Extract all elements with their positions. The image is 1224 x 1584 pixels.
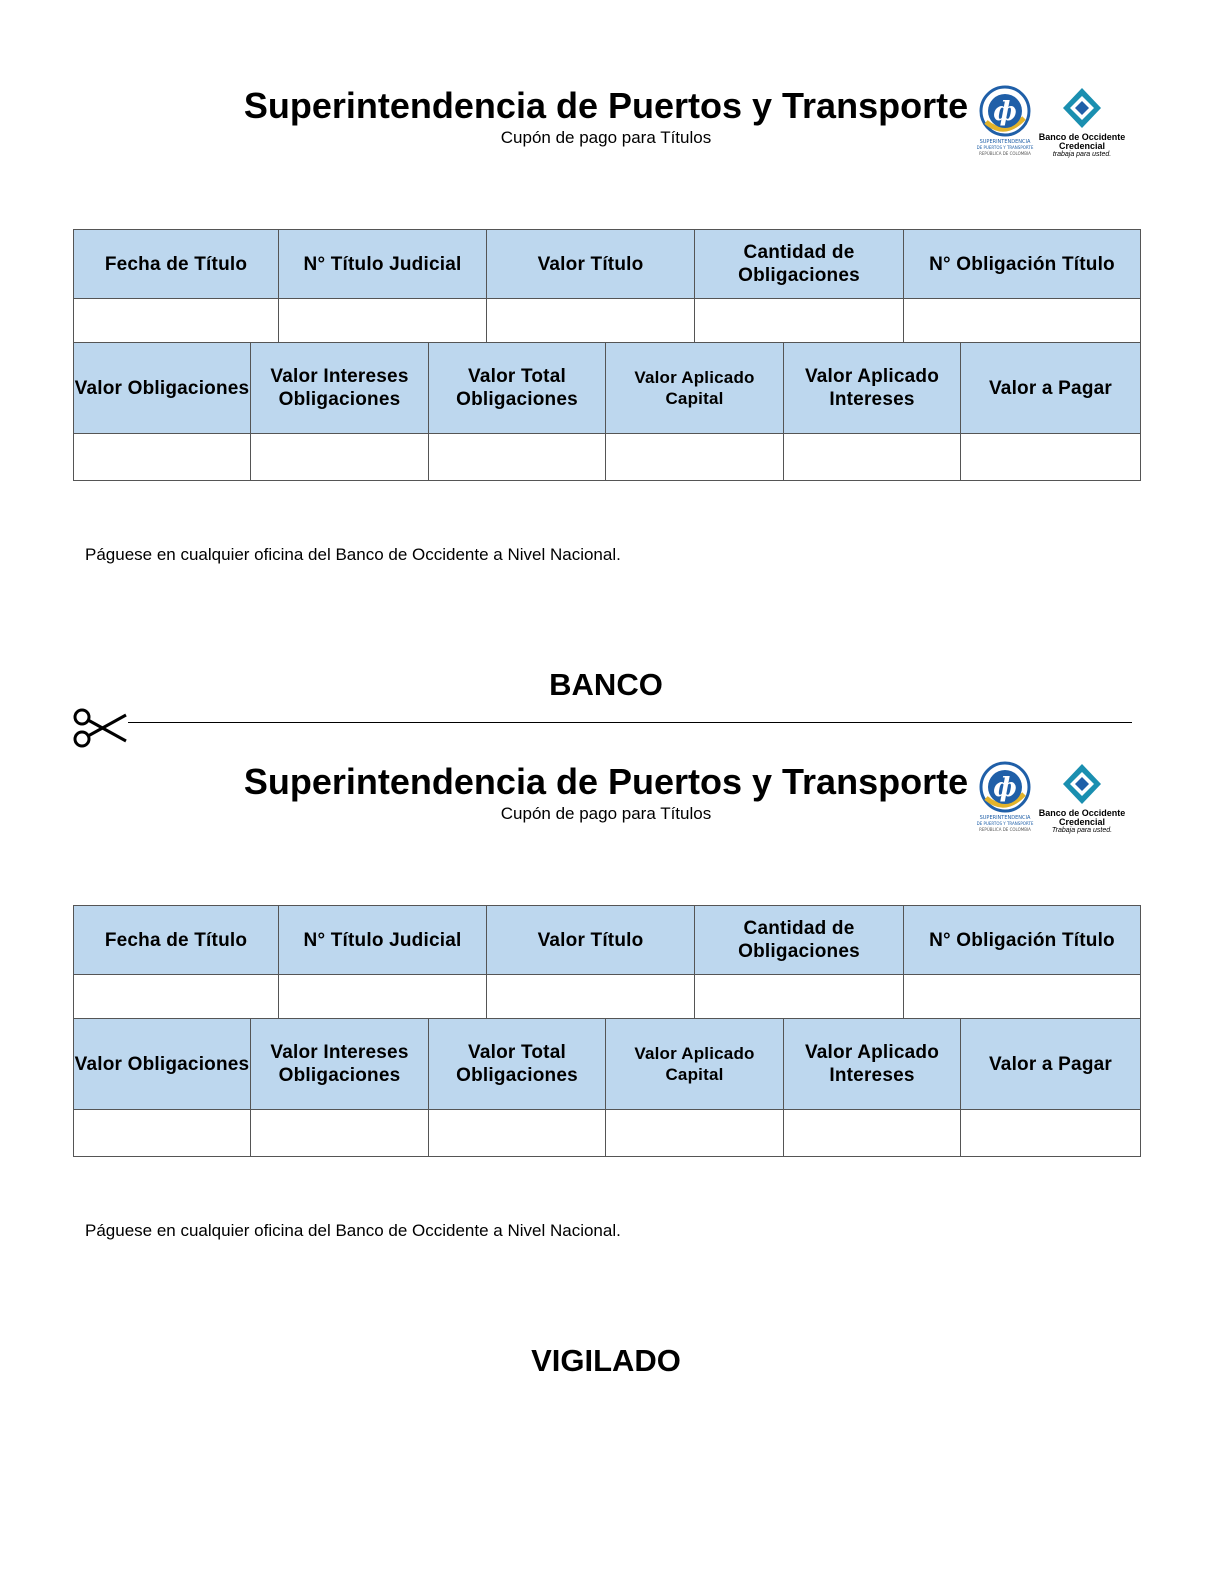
coupon-table-1 [73, 229, 1141, 343]
banco-occidente-logo [1034, 86, 1130, 162]
value-valor-aplicado-intereses[interactable] [784, 1110, 961, 1157]
bank-name: Banco de Occidente [1038, 808, 1126, 818]
value-valor-a-pagar[interactable] [961, 1110, 1141, 1157]
bank-name: Banco de Occidente [1038, 132, 1126, 142]
header-valor-total-obligaciones: Valor Total Obligaciones [429, 343, 606, 434]
value-valor-titulo[interactable] [487, 299, 695, 343]
value-valor-obligaciones[interactable] [74, 1110, 251, 1157]
coupon-title: Superintendencia de Puertos y Transporte [243, 761, 969, 802]
svg-text:ф: ф [993, 773, 1017, 803]
logo-st-text-2: DE PUERTOS Y TRANSPORTE [976, 145, 1034, 150]
header-valor-intereses-obligaciones: Valor Intereses Obligaciones [251, 1019, 429, 1110]
value-numero-obligacion-titulo[interactable] [904, 299, 1141, 343]
header-cantidad-obligaciones: Cantidad de Obligaciones [695, 906, 904, 975]
value-valor-titulo[interactable] [487, 975, 695, 1019]
banco-occidente-diamond-icon [1034, 86, 1130, 132]
header-cantidad-obligaciones: Cantidad de Obligaciones [695, 230, 904, 299]
coupon-2 [0, 676, 1224, 1236]
logo-st-text-1: SUPERINTENDENCIA [979, 139, 1031, 145]
value-valor-total-obligaciones[interactable] [429, 434, 606, 481]
header-fecha-titulo: Fecha de Título [74, 906, 279, 975]
value-valor-aplicado-intereses[interactable] [784, 434, 961, 481]
value-numero-titulo-judicial[interactable] [279, 299, 487, 343]
value-fecha-titulo[interactable] [74, 975, 279, 1019]
coupon-title: Superintendencia de Puertos y Transporte [243, 85, 969, 126]
coupon-table-2 [73, 1018, 1141, 1157]
header-valor-titulo: Valor Título [487, 906, 695, 975]
supertransporte-logo-icon [976, 760, 1034, 836]
logo-st-text-2: DE PUERTOS Y TRANSPORTE [976, 821, 1034, 826]
value-valor-total-obligaciones[interactable] [429, 1110, 606, 1157]
banco-occidente-logo [1034, 762, 1130, 838]
bank-sub: Credencial [1058, 817, 1106, 827]
value-valor-aplicado-capital[interactable] [606, 434, 784, 481]
bank-slogan: Trabaja para usted. [1051, 827, 1113, 834]
value-valor-a-pagar[interactable] [961, 434, 1141, 481]
value-numero-titulo-judicial[interactable] [279, 975, 487, 1019]
logo-st-text-3: REPÚBLICA DE COLOMBIA [979, 151, 1031, 156]
coupon-table-2 [73, 342, 1141, 481]
header-valor-obligaciones: Valor Obligaciones [74, 343, 251, 434]
header-numero-obligacion-titulo: N° Obligación Título [904, 230, 1141, 299]
value-valor-aplicado-capital[interactable] [606, 1110, 784, 1157]
header-valor-aplicado-intereses: Valor Aplicado Intereses [784, 343, 961, 434]
bank-slogan: trabaja para usted. [1052, 151, 1112, 158]
header-numero-titulo-judicial: N° Título Judicial [279, 906, 487, 975]
header-fecha-titulo: Fecha de Título [74, 230, 279, 299]
stamp-vigilado: VIGILADO [531, 1343, 681, 1378]
header-valor-aplicado-capital: Valor Aplicado Capital [606, 1019, 784, 1110]
header-valor-obligaciones: Valor Obligaciones [74, 1019, 251, 1110]
value-numero-obligacion-titulo[interactable] [904, 975, 1141, 1019]
svg-text:ф: ф [993, 97, 1017, 127]
header-valor-total-obligaciones: Valor Total Obligaciones [429, 1019, 606, 1110]
stamp-banco: BANCO [549, 667, 663, 702]
value-cantidad-obligaciones[interactable] [695, 975, 904, 1019]
coupon-subtitle: Cupón de pago para Títulos [500, 804, 712, 823]
header-numero-titulo-judicial: N° Título Judicial [279, 230, 487, 299]
header-numero-obligacion-titulo: N° Obligación Título [904, 906, 1141, 975]
value-valor-obligaciones[interactable] [74, 434, 251, 481]
payment-note: Páguese en cualquier oficina del Banco de Occidente a Nivel Nacional. [85, 545, 621, 564]
value-valor-intereses-obligaciones[interactable] [251, 434, 429, 481]
logo-st-text-1: SUPERINTENDENCIA [979, 815, 1031, 821]
logo-st-text-3: REPÚBLICA DE COLOMBIA [979, 827, 1031, 832]
header-valor-titulo: Valor Título [487, 230, 695, 299]
coupon-subtitle: Cupón de pago para Títulos [500, 128, 712, 147]
banco-occidente-diamond-icon [1034, 762, 1130, 808]
coupon-1 [0, 0, 1224, 560]
value-valor-intereses-obligaciones[interactable] [251, 1110, 429, 1157]
header-valor-aplicado-capital: Valor Aplicado Capital [606, 343, 784, 434]
header-valor-intereses-obligaciones: Valor Intereses Obligaciones [251, 343, 429, 434]
value-cantidad-obligaciones[interactable] [695, 299, 904, 343]
value-fecha-titulo[interactable] [74, 299, 279, 343]
payment-note: Páguese en cualquier oficina del Banco de Occidente a Nivel Nacional. [85, 1221, 621, 1240]
supertransporte-logo-icon [976, 84, 1034, 160]
header-valor-a-pagar: Valor a Pagar [961, 1019, 1141, 1110]
bank-sub: Credencial [1058, 141, 1106, 151]
header-valor-aplicado-intereses: Valor Aplicado Intereses [784, 1019, 961, 1110]
header-valor-a-pagar: Valor a Pagar [961, 343, 1141, 434]
coupon-table-1 [73, 905, 1141, 1019]
